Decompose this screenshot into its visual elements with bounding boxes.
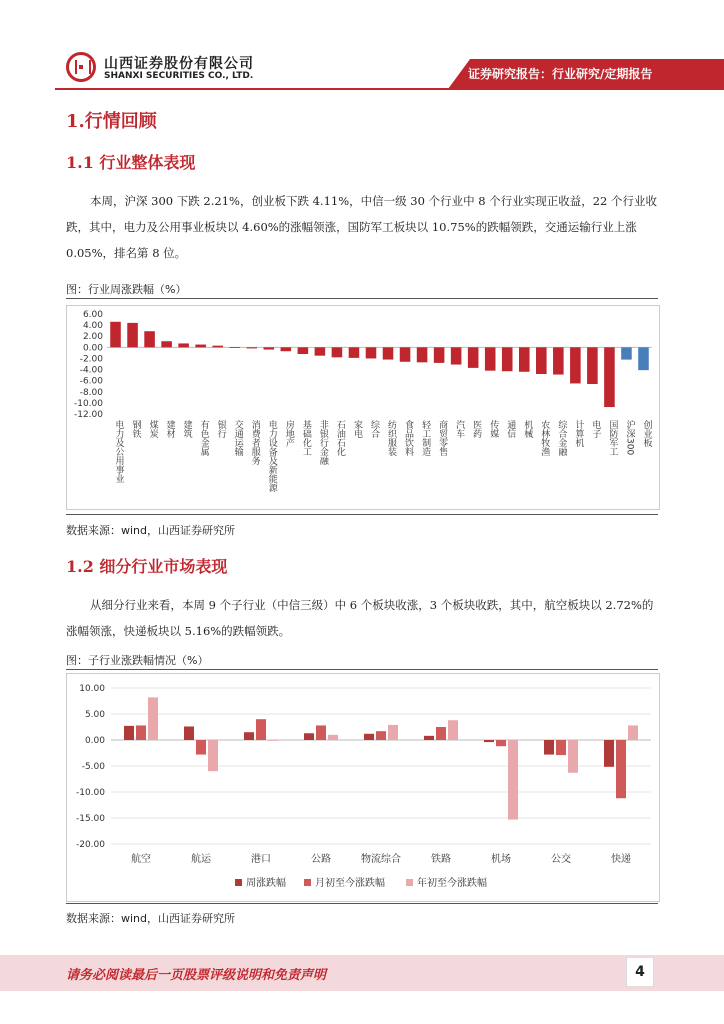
x-tick-label: 物流综合 bbox=[361, 854, 401, 865]
x-tick-label: 家电 bbox=[351, 420, 362, 438]
source-note-1: 数据来源：wind，山西证券研究所 bbox=[66, 524, 236, 537]
x-tick-label: 电力设备及新能源 bbox=[266, 420, 277, 492]
bar-汽车 bbox=[451, 347, 462, 364]
figure-rule-bottom-2 bbox=[66, 903, 658, 904]
bar-公路-周涨跌幅 bbox=[304, 733, 314, 740]
page-number: 4 bbox=[626, 957, 654, 987]
bar-消费者服务 bbox=[246, 347, 257, 348]
bar-建材 bbox=[161, 341, 172, 347]
footer-disclaimer: 请务必阅读最后一页股票评级说明和免责声明 bbox=[66, 968, 327, 983]
bar-物流综合-周涨跌幅 bbox=[364, 734, 374, 740]
bar-综合 bbox=[366, 347, 377, 358]
figure-rule-top bbox=[66, 298, 658, 299]
x-tick-label: 汽车 bbox=[454, 420, 465, 438]
bar-航运-月初至今涨跌幅 bbox=[196, 740, 206, 755]
x-tick-label: 交通运输 bbox=[232, 420, 243, 456]
x-tick-label: 医药 bbox=[471, 420, 482, 438]
figure-title-2: 图：子行业涨跌幅情况（%） bbox=[66, 654, 209, 667]
y-tick-label: -8.00 bbox=[79, 387, 103, 398]
subindustry-svg bbox=[67, 674, 659, 901]
bar-快递-年初至今涨跌幅 bbox=[628, 725, 638, 740]
bar-快递-周涨跌幅 bbox=[604, 740, 614, 767]
x-tick-label: 有色金属 bbox=[198, 420, 209, 456]
bar-综合金融 bbox=[553, 347, 564, 374]
y-tick-label: -6.00 bbox=[79, 376, 103, 387]
x-tick-label: 航空 bbox=[131, 854, 151, 865]
legend-swatch bbox=[235, 879, 242, 886]
company-name-cn: 山西证券股份有限公司 bbox=[104, 56, 254, 72]
subindustry-chart bbox=[66, 673, 660, 902]
y-tick-label: -20.00 bbox=[75, 840, 105, 850]
subsection-title-1-2: 1.2 细分行业市场表现 bbox=[66, 557, 228, 576]
bar-铁路-周涨跌幅 bbox=[424, 736, 434, 740]
bar-建筑 bbox=[178, 343, 189, 347]
x-tick-label: 机场 bbox=[491, 854, 511, 865]
bar-机场-年初至今涨跌幅 bbox=[508, 740, 518, 820]
legend-label: 年初至今涨跌幅 bbox=[417, 878, 487, 889]
bar-钢铁 bbox=[127, 323, 138, 347]
x-tick-label: 商贸零售 bbox=[437, 420, 448, 456]
industry-weekly-svg bbox=[67, 306, 659, 509]
x-tick-label: 公路 bbox=[311, 854, 331, 865]
x-tick-label: 基础化工 bbox=[300, 420, 311, 456]
x-tick-label: 沪深300 bbox=[624, 420, 635, 456]
x-tick-label: 建筑 bbox=[181, 420, 192, 438]
x-tick-label: 计算机 bbox=[573, 420, 584, 447]
x-tick-label: 银行 bbox=[215, 420, 226, 438]
bar-铁路-月初至今涨跌幅 bbox=[436, 727, 446, 740]
y-tick-label: -10.00 bbox=[73, 398, 103, 409]
legend-swatch bbox=[406, 879, 413, 886]
industry-weekly-chart bbox=[66, 305, 660, 510]
bar-物流综合-月初至今涨跌幅 bbox=[376, 731, 386, 740]
y-tick-label: 4.00 bbox=[82, 321, 103, 332]
bar-机械 bbox=[519, 347, 530, 371]
bar-基础化工 bbox=[298, 347, 309, 354]
x-tick-label: 传媒 bbox=[488, 420, 499, 438]
y-tick-label: 2.00 bbox=[82, 332, 103, 343]
x-tick-label: 港口 bbox=[251, 854, 271, 865]
legend-swatch bbox=[304, 879, 311, 886]
y-tick-label: -15.00 bbox=[75, 814, 105, 824]
bar-公交-年初至今涨跌幅 bbox=[568, 740, 578, 773]
bar-非银行金融 bbox=[315, 347, 326, 355]
bar-传媒 bbox=[485, 347, 496, 370]
bar-计算机 bbox=[570, 347, 581, 383]
bar-国防军工 bbox=[604, 347, 615, 407]
company-name-en: SHANXI SECURITIES CO., LTD. bbox=[104, 71, 254, 81]
bar-航运-年初至今涨跌幅 bbox=[208, 740, 218, 771]
x-tick-label: 煤炭 bbox=[147, 420, 158, 438]
y-tick-label: 10.00 bbox=[79, 684, 105, 694]
x-tick-label: 纺织服装 bbox=[386, 420, 397, 456]
paragraph-1-1: 本周，沪深 300 下跌 2.21%，创业板下跌 4.11%，中信一级 30 个行业中 8 个行业实现正收益，22 个行业收跌，其中，电力及公用事业板块以 4.60%的涨幅领涨，国防军工板块以 10.75%的跌幅领跌，交通运输行业上涨 0.05%，排名第 8 位。 bbox=[66, 194, 657, 260]
paragraph-1-2: 从细分行业来看，本周 9 个子行业（中信三级）中 6 个板块收涨，3 个板块收跌，其中，航空板块以 2.72%的涨幅领涨，快递板块以 5.16%的跌幅领跌。 bbox=[66, 598, 654, 638]
legend-label: 周涨跌幅 bbox=[246, 878, 286, 889]
bar-创业板 bbox=[638, 347, 649, 370]
bar-电力及公用事业 bbox=[110, 322, 121, 348]
bar-铁路-年初至今涨跌幅 bbox=[448, 720, 458, 740]
bar-家电 bbox=[349, 347, 360, 358]
y-tick-label: 6.00 bbox=[82, 310, 103, 320]
x-tick-label: 建材 bbox=[164, 420, 175, 438]
bar-沪深300 bbox=[621, 347, 632, 359]
bar-银行 bbox=[212, 346, 223, 348]
x-tick-label: 通信 bbox=[505, 420, 516, 438]
bar-公路-年初至今涨跌幅 bbox=[328, 735, 338, 740]
bar-航空-周涨跌幅 bbox=[124, 726, 134, 740]
section-title: 1.行情回顾 bbox=[66, 111, 157, 132]
x-tick-label: 国防军工 bbox=[607, 420, 618, 456]
bar-公交-月初至今涨跌幅 bbox=[556, 740, 566, 755]
bar-轻工制造 bbox=[417, 347, 428, 362]
subsection-title-1-1: 1.1 行业整体表现 bbox=[66, 153, 196, 172]
x-tick-label: 综合 bbox=[368, 420, 379, 438]
x-tick-label: 电力及公用事业 bbox=[113, 420, 124, 483]
y-tick-label: -5.00 bbox=[81, 762, 105, 772]
y-tick-label: -10.00 bbox=[75, 788, 105, 798]
x-tick-label: 电子 bbox=[590, 420, 601, 438]
bar-食品饮料 bbox=[400, 347, 411, 361]
bar-公路-月初至今涨跌幅 bbox=[316, 725, 326, 740]
bar-航空-月初至今涨跌幅 bbox=[136, 725, 146, 740]
bar-电力设备及新能源 bbox=[264, 347, 275, 349]
bar-医药 bbox=[468, 347, 479, 368]
bar-公交-周涨跌幅 bbox=[544, 740, 554, 755]
report-type: 证券研究报告：行业研究/定期报告 bbox=[468, 67, 653, 81]
y-tick-label: 5.00 bbox=[84, 710, 105, 720]
x-tick-label: 铁路 bbox=[431, 854, 451, 865]
x-tick-label: 钢铁 bbox=[130, 420, 141, 438]
bar-有色金属 bbox=[195, 345, 206, 348]
x-tick-label: 石油石化 bbox=[334, 420, 345, 456]
figure-rule-bottom bbox=[66, 514, 658, 515]
bar-机场-月初至今涨跌幅 bbox=[496, 740, 506, 746]
x-tick-label: 公交 bbox=[551, 854, 571, 865]
bar-港口-月初至今涨跌幅 bbox=[256, 719, 266, 740]
bar-煤炭 bbox=[144, 331, 155, 347]
bar-物流综合-年初至今涨跌幅 bbox=[388, 725, 398, 740]
bar-通信 bbox=[502, 347, 513, 371]
x-tick-label: 航运 bbox=[191, 854, 211, 865]
y-tick-label: -12.00 bbox=[73, 410, 103, 420]
y-tick-label: -4.00 bbox=[79, 365, 103, 376]
x-tick-label: 机械 bbox=[522, 420, 533, 438]
bar-农林牧渔 bbox=[536, 347, 547, 374]
bar-交通运输 bbox=[229, 347, 240, 348]
y-tick-label: -2.00 bbox=[79, 354, 103, 365]
bar-纺织服装 bbox=[383, 347, 394, 359]
bar-航空-年初至今涨跌幅 bbox=[148, 697, 158, 740]
x-tick-label: 消费者服务 bbox=[249, 420, 260, 465]
bar-港口-年初至今涨跌幅 bbox=[268, 740, 278, 741]
x-tick-label: 综合金融 bbox=[556, 420, 567, 456]
y-tick-label: 0.00 bbox=[84, 736, 105, 746]
bar-港口-周涨跌幅 bbox=[244, 732, 254, 740]
x-tick-label: 房地产 bbox=[283, 420, 294, 447]
header-divider bbox=[55, 88, 724, 90]
bar-航运-周涨跌幅 bbox=[184, 726, 194, 740]
x-tick-label: 轻工制造 bbox=[420, 420, 431, 456]
x-tick-label: 快递 bbox=[611, 854, 631, 865]
figure-rule-top-2 bbox=[66, 669, 658, 670]
y-tick-label: 0.00 bbox=[82, 343, 103, 354]
bar-房地产 bbox=[281, 347, 292, 351]
bar-电子 bbox=[587, 347, 598, 384]
x-tick-label: 创业板 bbox=[641, 420, 652, 447]
x-tick-label: 食品饮料 bbox=[403, 420, 414, 456]
source-note-2: 数据来源：wind，山西证券研究所 bbox=[66, 912, 236, 925]
bar-石油石化 bbox=[332, 347, 343, 357]
bar-机场-周涨跌幅 bbox=[484, 740, 494, 742]
figure-title-1: 图：行业周涨跌幅（%） bbox=[66, 283, 187, 296]
x-tick-label: 农林牧渔 bbox=[539, 420, 550, 456]
legend-label: 月初至今涨跌幅 bbox=[315, 878, 385, 889]
bar-商贸零售 bbox=[434, 347, 445, 363]
x-tick-label: 非银行金融 bbox=[317, 420, 328, 465]
company-logo-icon bbox=[66, 52, 96, 82]
bar-快递-月初至今涨跌幅 bbox=[616, 740, 626, 798]
